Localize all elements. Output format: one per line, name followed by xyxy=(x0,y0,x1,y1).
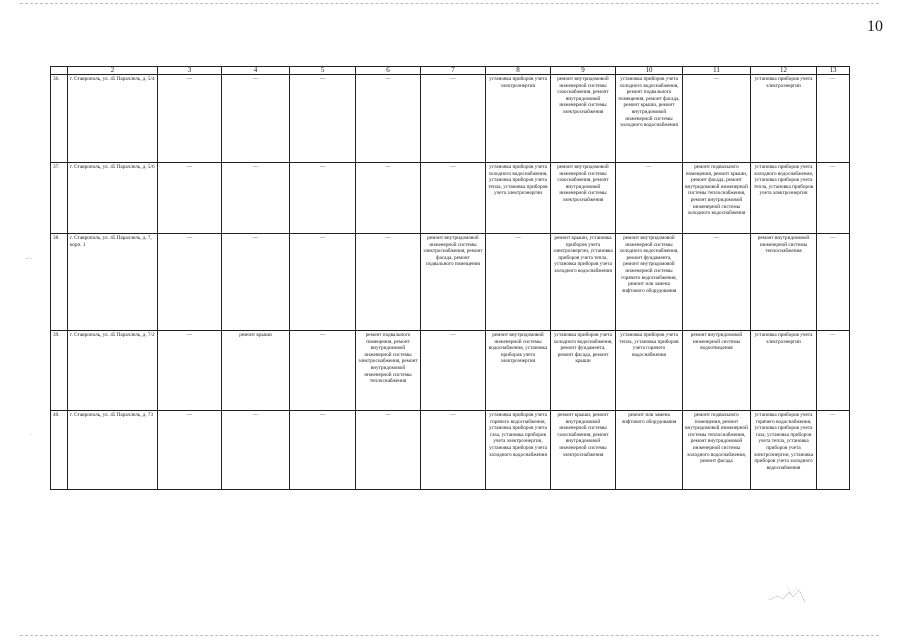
table-cell: установка приборов учета тепла, установка приборов учета горячего водоснабжения xyxy=(616,331,683,411)
table-cell: — xyxy=(356,234,421,331)
table-cell: ремонт внутридомовой инженерной системы газоснабжения, ремонт внутридомовой инженерной системы электроснабжения xyxy=(551,163,616,234)
header-cell: 6 xyxy=(356,67,421,75)
table-cell: — xyxy=(421,411,486,490)
table-cell: — xyxy=(222,411,290,490)
header-cell: 11 xyxy=(683,67,751,75)
table-cell: установка приборов учета холодного водоснабжения, ремонт подвального помещения, ремонт фасада, ремонт крыши, ремонт внутридомовой инженерной системы холодного водоснабжения xyxy=(616,75,683,163)
table-cell: ремонт внутридомовой инженерной системы водоотведения xyxy=(683,331,751,411)
table-cell: — xyxy=(158,75,222,163)
table-cell: — xyxy=(616,163,683,234)
table-cell: установка приборов учета холодного водоснабжения, установка приборов учета тепла, установка приборов учета электроэнергии xyxy=(751,163,817,234)
table-cell: — xyxy=(817,163,850,234)
table-cell: — xyxy=(683,234,751,331)
address-cell: г. Ставрополь, ул. 45 Параллель, д. 73 xyxy=(68,411,158,490)
table-cell: ремонт подвального помещения, ремонт крыши, ремонт фасада, ремонт внутридомовой инженерной системы теплоснабжения, ремонт внутридомовой инженерной системы холодного водоснабжения xyxy=(683,163,751,234)
table-cell: — xyxy=(290,163,356,234)
table-row xyxy=(51,331,850,411)
pencil-scribble xyxy=(767,582,807,606)
table-cell: ремонт внутридомовой инженерной системы холодного водоснабжения, ремонт фундамента, ремонт внутридомовой инженерной системы горячего водоснабжения, ремонт или замена лифтового оборудования xyxy=(616,234,683,331)
scan-mark: - - xyxy=(26,256,32,262)
table-cell: — xyxy=(158,234,222,331)
header-cell: 10 xyxy=(616,67,683,75)
table-cell: ремонт подвального помещения, ремонт внутридомовой инженерной системы электроснабжения, ремонт внутридомовой инженерной системы теплоснабжения xyxy=(356,331,421,411)
address-cell: г. Ставрополь, ул. 45 Параллель, д. 5/6 xyxy=(68,163,158,234)
column-number-row xyxy=(51,67,850,75)
scan-edge-top xyxy=(20,3,879,4)
table-cell: — xyxy=(290,75,356,163)
table-cell: ремонт или замена лифтового оборудования xyxy=(616,411,683,490)
table-cell: ремонт внутридомовой инженерной системы газоснабжения, ремонт внутридомовой инженерной системы электроснабжения xyxy=(551,75,616,163)
address-cell: г. Ставрополь, ул. 45 Параллель, д. 7/2 xyxy=(68,331,158,411)
table-cell: — xyxy=(486,234,551,331)
header-cell: 9 xyxy=(551,67,616,75)
table-cell: ремонт внутридомовой инженерной системы водоснабжения, установка приборов учета электроэнергии xyxy=(486,331,551,411)
scan-mark: · xyxy=(30,432,32,438)
header-cell: 8 xyxy=(486,67,551,75)
table-cell: — xyxy=(356,163,421,234)
row-number: 39. xyxy=(51,331,68,411)
table-cell: — xyxy=(421,163,486,234)
table-cell: ремонт подвального помещения, ремонт внутридомовой инженерной системы теплоснабжения, ремонт внутридомовой инженерной системы холодного водоснабжения, ремонт фасада xyxy=(683,411,751,490)
table-cell: — xyxy=(222,163,290,234)
table-cell: установка приборов учета холодного водоснабжения, ремонт фундамента, ремонт фасада, ремонт крыши xyxy=(551,331,616,411)
row-number: 36. xyxy=(51,75,68,163)
table-row xyxy=(51,234,850,331)
table-cell: ремонт внутридомовой инженерной системы электроснабжения, ремонт фасада, ремонт подвального помещения xyxy=(421,234,486,331)
header-cell: 2 xyxy=(68,67,158,75)
table-cell: — xyxy=(817,411,850,490)
header-cell: 5 xyxy=(290,67,356,75)
repair-schedule-table xyxy=(50,66,850,490)
header-cell: 4 xyxy=(222,67,290,75)
table-cell: установка приборов учета электроэнергии xyxy=(751,75,817,163)
table-cell: — xyxy=(356,411,421,490)
table-cell: ремонт внутридомовой инженерной системы теплоснабжения xyxy=(751,234,817,331)
table-cell: — xyxy=(421,75,486,163)
table-cell: — xyxy=(817,234,850,331)
table-cell: — xyxy=(683,75,751,163)
header-cell: 13 xyxy=(817,67,850,75)
scan-edge-bottom xyxy=(20,635,879,636)
table-cell: — xyxy=(222,75,290,163)
table-cell: — xyxy=(817,75,850,163)
table-cell: ремонт крыши xyxy=(222,331,290,411)
table-cell: — xyxy=(290,234,356,331)
table-row xyxy=(51,163,850,234)
header-cell-blank xyxy=(51,67,68,75)
table-cell: установка приборов учета горячего водоснабжения, установка приборов учета газа, установка приборов учета тепла, установка приборов учета электроэнергии, установка приборов учета холодного водоснабжения xyxy=(751,411,817,490)
row-number: 37. xyxy=(51,163,68,234)
page-number: 10 xyxy=(867,18,883,35)
table-row xyxy=(51,411,850,490)
table-cell: ремонт крыши, ремонт внутридомовой инженерной системы газоснабжения, ремонт внутридомовой инженерной системы электроснабжения xyxy=(551,411,616,490)
header-cell: 7 xyxy=(421,67,486,75)
row-number: 38. xyxy=(51,234,68,331)
table-cell: — xyxy=(290,331,356,411)
table-row xyxy=(51,75,850,163)
table-cell: установка приборов учета горячего водоснабжения, установка приборов учета газа, установка приборов учета электроэнергии, установка приборов учета холодного водоснабжения xyxy=(486,411,551,490)
table-cell: — xyxy=(222,234,290,331)
table-cell: установка приборов учета холодного водоснабжения, установка приборов учета тепла, установка приборов учета электроэнергии xyxy=(486,163,551,234)
header-cell: 12 xyxy=(751,67,817,75)
header-cell: 3 xyxy=(158,67,222,75)
address-cell: г. Ставрополь, ул. 45 Параллель, д. 7, корп. 1 xyxy=(68,234,158,331)
row-number: 40. xyxy=(51,411,68,490)
table-cell: — xyxy=(421,331,486,411)
table-cell: установка приборов учета электроэнергии xyxy=(486,75,551,163)
table-cell: установка приборов учета электроэнергии xyxy=(751,331,817,411)
address-cell: г. Ставрополь, ул. 45 Параллель, д. 5/4 xyxy=(68,75,158,163)
table-cell: — xyxy=(158,331,222,411)
table-cell: — xyxy=(290,411,356,490)
table-cell: ремонт крыши, установка приборов учета электроэнергии, установка приборов учета тепла, установка приборов учета холодного водоснабжения xyxy=(551,234,616,331)
table-cell: — xyxy=(356,75,421,163)
table-cell: — xyxy=(158,163,222,234)
table-cell: — xyxy=(817,331,850,411)
table-cell: — xyxy=(158,411,222,490)
